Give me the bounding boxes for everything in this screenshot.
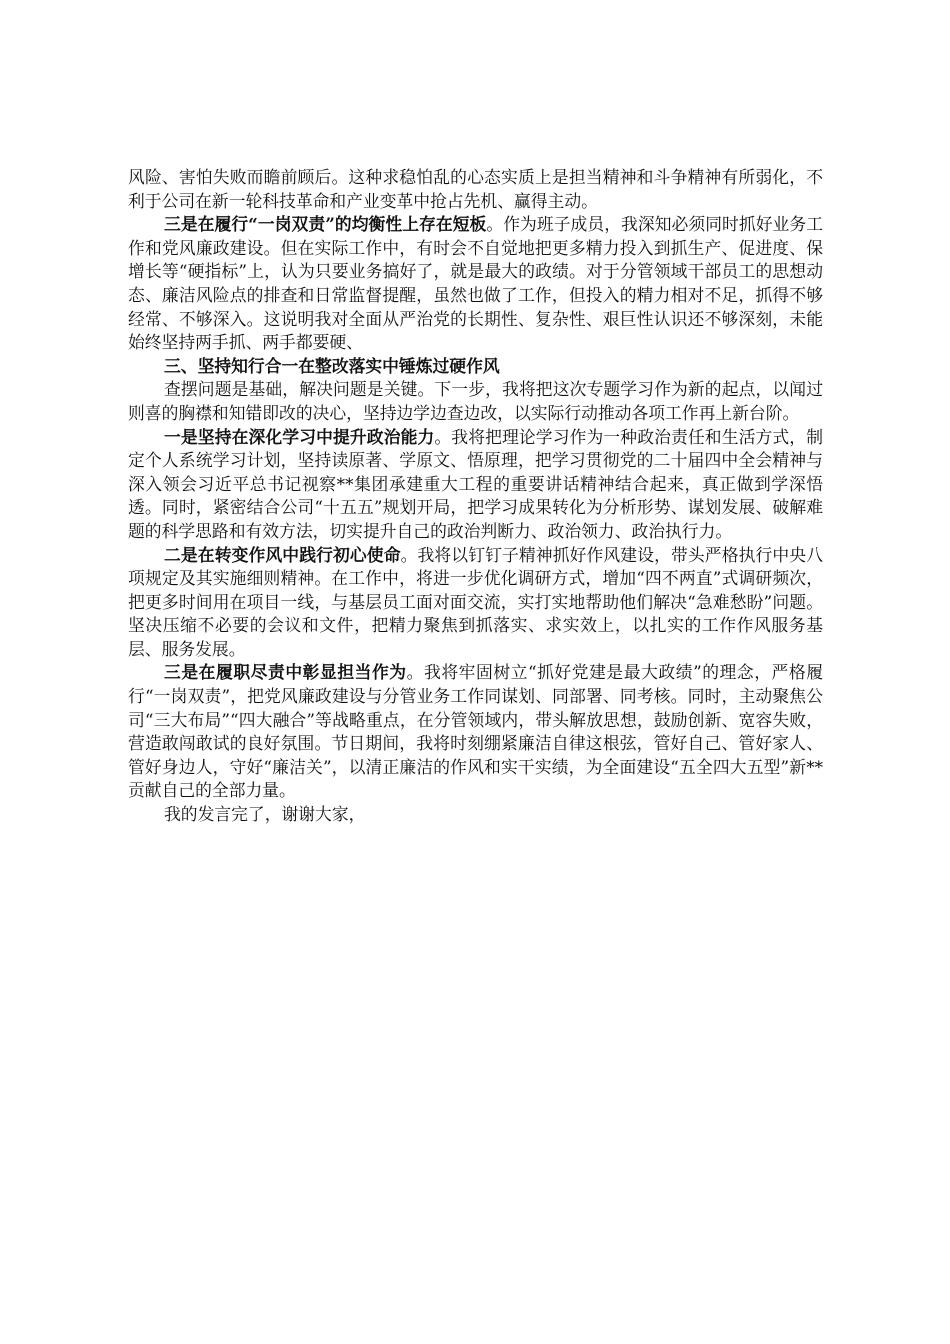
paragraph-lead: 三是在履职尽责中彰显担当作为 [164, 662, 407, 683]
section-heading: 三、坚持知行合一在整改落实中锤炼过硬作风 [164, 355, 500, 376]
paragraph-fragment: 风险、害怕失败而瞻前顾后。这种求稳怕乱的心态实质上是担当精神和斗争精神有所弱化，不利于公司在新一轮科技革命和产业变革中抢占先机、赢得主动。 [128, 167, 823, 211]
paragraph-body: 。作为班子成员，我深知必须同时抓好业务工作和党风廉政建设。但在实际工作中，有时会不自觉地把更多精力投入到抓生产、促进度、保增长等“硬指标”上，认为只要业务搞好了，就是最大的政绩。对于分管领域干部员工的思想动态、廉洁风险点的排查和日常监督提醒，虽然也做了工作，但投入的精力相对不足，抓得不够经常、不够深入。这说明我对全面从严治党的长期性、复杂性、艰巨性认识还不够深刻，未能始终坚持两手抓、两手都要硬、 [128, 214, 823, 353]
document-page [128, 166, 823, 827]
paragraph-body: 。我将以钉钉子精神抓好作风建设，带头严格执行中央八项规定及其实施细则精神。在工作中，将进一步优化调研方式，增加“四不两直”式调研频次，把更多时间用在项目一线，与基层员工面对面交流，实打实地帮助他们解决“急难愁盼”问题。坚决压缩不必要的会议和文件，把精力聚焦到抓落实、求实效上，以扎实的工作作风服务基层、服务发展。 [128, 544, 823, 659]
paragraph-study [128, 426, 823, 544]
paragraph-body: 。我将把理论学习作为一种政治责任和生活方式，制定个人系统学习计划，坚持读原著、学原文、悟原理，把学习贯彻党的二十届四中全会精神与深入领会习近平总书记视察**集团承建重大工程的重要讲话精神结合起来，真正做到学深悟透。同时，紧密结合公司“十五五”规划开局，把学习成果转化为分析形势、谋划发展、破解难题的科学思路和有效方法，切实提升自己的政治判断力、政治领力、政治执行力。 [128, 426, 823, 541]
paragraph-lead: 二是在转变作风中践行初心使命 [164, 544, 401, 565]
paragraph-third-point [128, 213, 823, 355]
paragraph-duty [128, 661, 823, 803]
paragraph-intro: 查摆问题是基础，解决问题是关键。下一步，我将把这次专题学习作为新的起点，以闻过则喜的胸襟和知错即改的决心，坚持边学边查边改，以实际行动推动各项工作再上新台阶。 [128, 379, 823, 423]
closing-line: 我的发言完了，谢谢大家， [164, 804, 366, 825]
paragraph-style [128, 544, 823, 662]
paragraph-lead: 一是坚持在深化学习中提升政治能力 [164, 426, 435, 447]
paragraph-body: 。我将牢固树立“抓好党建是最大政绩”的理念，严格履行“一岗双责”，把党风廉政建设与分管业务工作同谋划、同部署、同考核。同时，主动聚焦公司“三大布局”“四大融合”等战略重点，在分管领域内，带头解放思想，鼓励创新、宽容失败，营造敢闯敢试的良好氛围。节日期间，我将时刻绷紧廉洁自律这根弦，管好自己、管好家人、管好身边人，守好“廉洁关”，以清正廉洁的作风和实干实绩，为全面建设“五全四大五型”新**贡献自己的全部力量。 [128, 662, 823, 801]
paragraph-lead: 三是在履行“一岗双责”的均衡性上存在短板 [164, 214, 487, 235]
